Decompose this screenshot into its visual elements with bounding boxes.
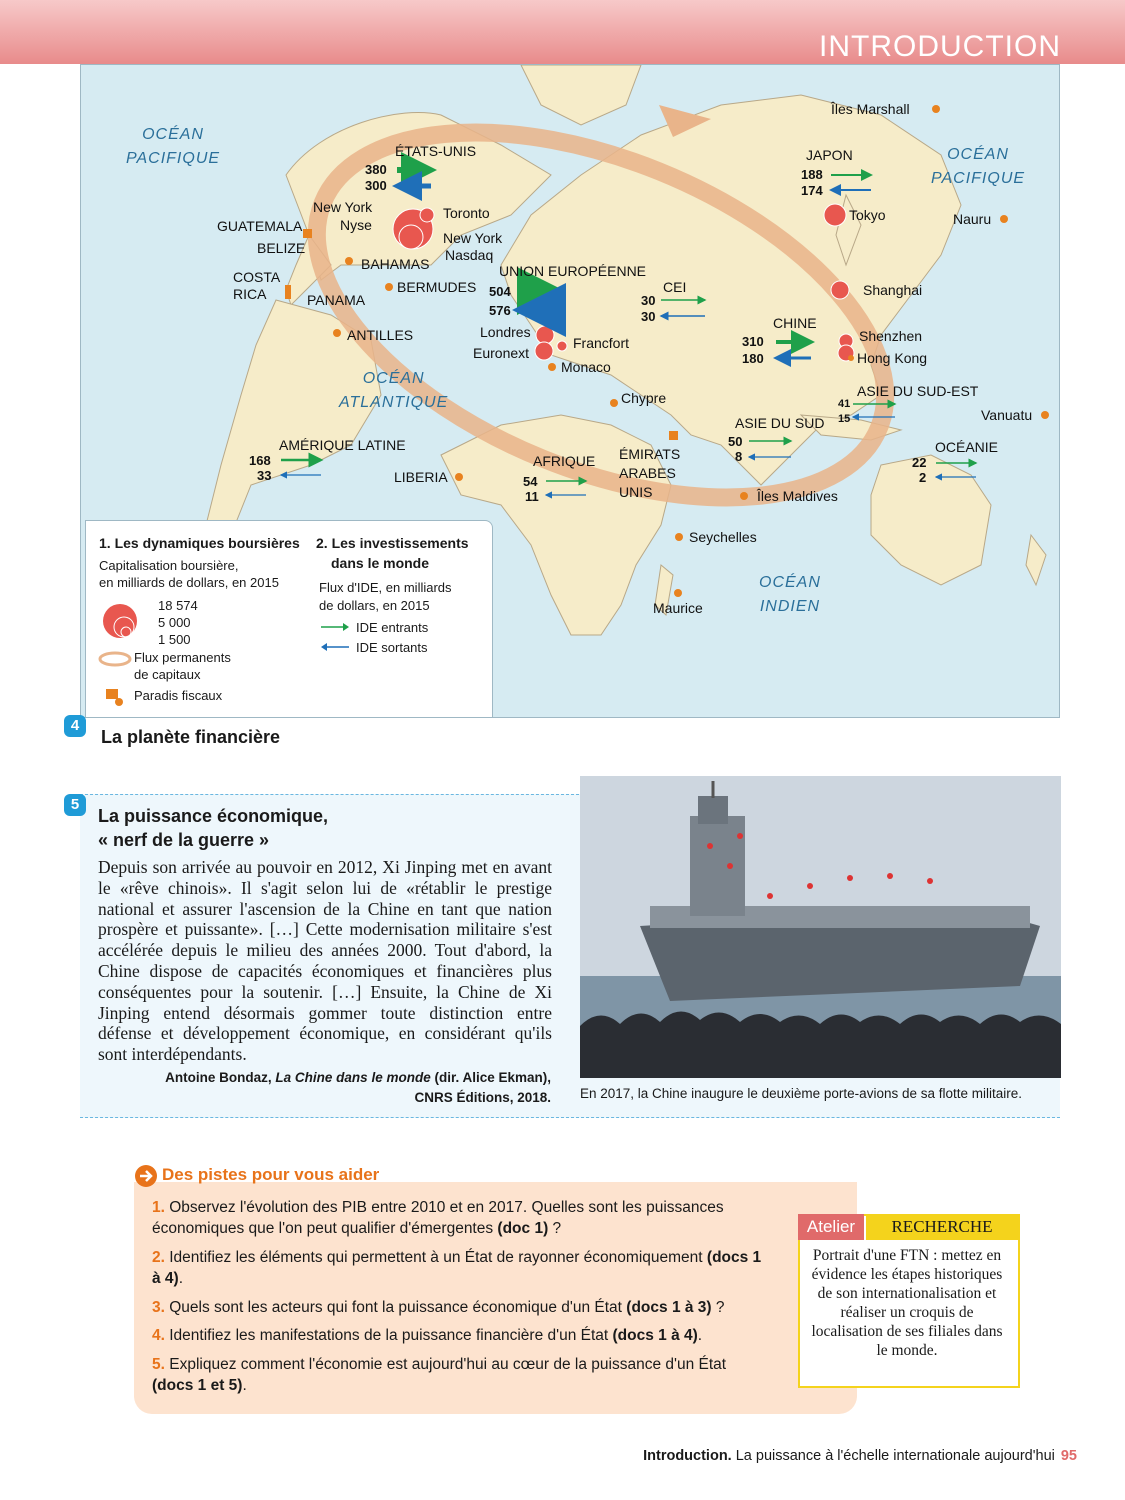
label-toronto: Toronto <box>443 205 490 221</box>
label-shanghai: Shanghai <box>863 282 923 298</box>
label-hongkong: Hong Kong <box>857 350 928 366</box>
label-liberia: LIBERIA <box>394 469 448 485</box>
china-out: 180 <box>742 351 764 366</box>
label-bermudes: BERMUDES <box>397 279 477 295</box>
atelier-tag: Atelier <box>798 1214 864 1240</box>
label-euronext: Euronext <box>473 345 530 361</box>
oceania-in: 22 <box>912 455 927 470</box>
legend-bubbles <box>100 601 144 641</box>
label-latam: AMÉRIQUE LATINE <box>279 437 406 453</box>
legend-paradis: Paradis fiscaux <box>134 688 223 703</box>
label-seychelles: Seychelles <box>689 529 757 545</box>
label-maurice: Maurice <box>653 600 703 616</box>
label-guatemala: GUATEMALA <box>217 218 303 234</box>
sea-in: 41 <box>838 398 851 410</box>
doc5-source: Antoine Bondaz, La Chine dans le monde (dir. Alice Ekman), CNRS Éditions, 2018. <box>165 1070 551 1105</box>
hints-title: Des pistes pour vous aider <box>162 1165 380 1184</box>
china-in: 310 <box>742 334 764 349</box>
legend-sub-1a: Capitalisation boursière, <box>99 558 239 573</box>
label-vanuatu: Vanuatu <box>981 407 1033 423</box>
africa-in: 54 <box>523 474 538 489</box>
legend-haven-icon <box>104 687 126 709</box>
japan-in: 188 <box>801 167 823 182</box>
label-emirats: ÉMIRATS ARABES UNIS <box>619 446 681 500</box>
legend-title-1: 1. Les dynamiques boursières <box>99 535 300 551</box>
aircraft-carrier-photo <box>580 776 1061 1078</box>
hint-4: 4. Identifiez les manifestations de la puissance financière d'un État (docs 1 à 4). <box>152 1327 703 1344</box>
oceania-out: 2 <box>919 470 927 485</box>
legend-value-1: 18 574 <box>158 598 198 613</box>
label-japan: JAPON <box>806 147 853 163</box>
label-antilles: ANTILLES <box>347 327 414 343</box>
label-newyork2: New York <box>443 230 503 246</box>
doc4-number: 4 <box>64 715 86 737</box>
ocean-indian: OCÉAN INDIEN <box>759 574 821 615</box>
label-maldives: Îles Maldives <box>757 488 838 504</box>
label-francfort: Francfort <box>573 335 630 351</box>
legend-sub-2b: de dollars, en 2015 <box>319 598 430 613</box>
label-belize: BELIZE <box>257 240 306 256</box>
recherche-tag: RECHERCHE <box>866 1214 1018 1240</box>
financial-map <box>80 64 1060 718</box>
japan-out: 174 <box>801 183 823 198</box>
label-africa: AFRIQUE <box>533 453 596 469</box>
legend-sortants: IDE sortants <box>356 640 428 655</box>
hint-2: 2. Identifiez les éléments qui permettent à un État de rayonner économiquement (docs 1 à 4). <box>152 1249 762 1287</box>
sea-out: 15 <box>838 413 851 425</box>
label-monaco: Monaco <box>561 359 611 375</box>
legend-value-3: 1 500 <box>158 632 191 647</box>
carrier-illustration <box>580 776 1061 1078</box>
label-sea: ASIE DU SUD-EST <box>857 383 979 399</box>
hint-5: 5. Expliquez comment l'économie est aujourd'hui au cœur de la puissance d'un État (docs 1 et 5). <box>152 1356 727 1394</box>
label-oceania: OCÉANIE <box>935 439 999 455</box>
label-cei: CEI <box>663 279 687 295</box>
map-legend <box>85 520 493 718</box>
label-chypre: Chypre <box>621 390 667 406</box>
label-shenzhen: Shenzhen <box>859 328 923 344</box>
arrow-circle-icon <box>134 1164 158 1188</box>
legend-value-2: 5 000 <box>158 615 191 630</box>
legend-flux-icon <box>98 649 132 669</box>
label-panama: PANAMA <box>307 292 366 308</box>
doc5-title: La puissance économique, « nerf de la guerre » <box>98 806 329 850</box>
hint-3: 3. Quels sont les acteurs qui font la puissance économique d'un État (docs 1 à 3) ? <box>152 1299 725 1316</box>
label-nauru: Nauru <box>953 211 992 227</box>
sasia-out: 8 <box>735 449 743 464</box>
newzealand-shape <box>1026 535 1046 585</box>
legend-flux-1: Flux permanents <box>134 650 231 665</box>
section-label: INTRODUCTION <box>819 30 1061 63</box>
hint-1: 1. Observez l'évolution des PIB entre 2010 et en 2017. Quelles sont les puissances économiques que l'on peut qualifier d'émergentes (doc 1) ? <box>152 1199 724 1237</box>
label-nyse: Nyse <box>340 217 372 233</box>
cei-in: 30 <box>641 293 656 308</box>
label-usa: ÉTATS-UNIS <box>395 143 477 159</box>
cei-out: 30 <box>641 309 656 324</box>
doc4-title: La planète financière <box>101 727 281 747</box>
legend-ide-arrows <box>319 620 351 654</box>
ocean-atlantic: OCÉAN ATLANTIQUE <box>339 370 449 411</box>
label-sasia: ASIE DU SUD <box>735 415 825 431</box>
legend-sub-1b: en milliards de dollars, en 2015 <box>99 575 279 590</box>
legend-sub-2a: Flux d'IDE, en milliards <box>319 580 452 595</box>
africa-out: 11 <box>525 489 539 504</box>
australia-shape <box>871 455 991 585</box>
ocean-pacific-west: OCÉAN PACIFIQUE <box>126 126 221 167</box>
legend-title-2a: 2. Les investissements <box>316 535 469 551</box>
ocean-pacific-east: OCÉAN PACIFIQUE <box>931 146 1026 187</box>
photo-caption: En 2017, la Chine inaugure le deuxième porte-avions de sa flotte militaire. <box>580 1086 1023 1101</box>
label-costa-rica: COSTA RICA <box>233 269 281 302</box>
eu-in: 504 <box>489 284 511 299</box>
usa-in: 380 <box>365 162 387 177</box>
label-nasdaq: Nasdaq <box>445 247 494 263</box>
legend-entrants: IDE entrants <box>356 620 429 635</box>
label-eu: UNION EUROPÉENNE <box>499 263 647 279</box>
doc5-text: Depuis son arrivée au pouvoir en 2012, Xi Jinping met en avant le «rêve chinois». Il s'agit selon lui de «rétablir le prestige national et assurer l'ascension de la Chine en tant que nation prospère et puissante». […] Cette modernisation militaire s'est accélérée depuis le milieu des années 2000. Tout d'abord, la Chine dispose de capacités économiques et financières plus conséquentes pour la soutenir. […] Ensuite, la Chine de Xi Jinping entend désormais gommer toute distinction entre défense et développement économique, en considérant qu'ils sont interdépendants. <box>98 857 552 1065</box>
label-bahamas: BAHAMAS <box>361 256 430 272</box>
greenland-shape <box>521 65 641 125</box>
doc5-number: 5 <box>64 794 86 816</box>
latam-in: 168 <box>249 453 271 468</box>
atelier-text: Portrait d'une FTN : mettez en évidence les étapes historiques de son internationalisation et réaliser un croquis de localisation de ses filiales dans le monde. <box>811 1247 1003 1359</box>
page-footer: Introduction. La puissance à l'échelle internationale aujourd'hui 95 <box>643 1448 1077 1464</box>
label-newyork1: New York <box>313 199 373 215</box>
latam-out: 33 <box>257 468 272 483</box>
sasia-in: 50 <box>728 434 743 449</box>
label-marshall: Îles Marshall <box>831 101 910 117</box>
page-number: 95 <box>1060 1448 1077 1464</box>
label-londres: Londres <box>480 324 531 340</box>
legend-title-2b: dans le monde <box>331 555 430 571</box>
legend-flux-2: de capitaux <box>134 667 201 682</box>
label-tokyo: Tokyo <box>849 207 886 223</box>
eu-out: 576 <box>489 303 511 318</box>
usa-out: 300 <box>365 178 387 193</box>
label-china: CHINE <box>773 315 817 331</box>
